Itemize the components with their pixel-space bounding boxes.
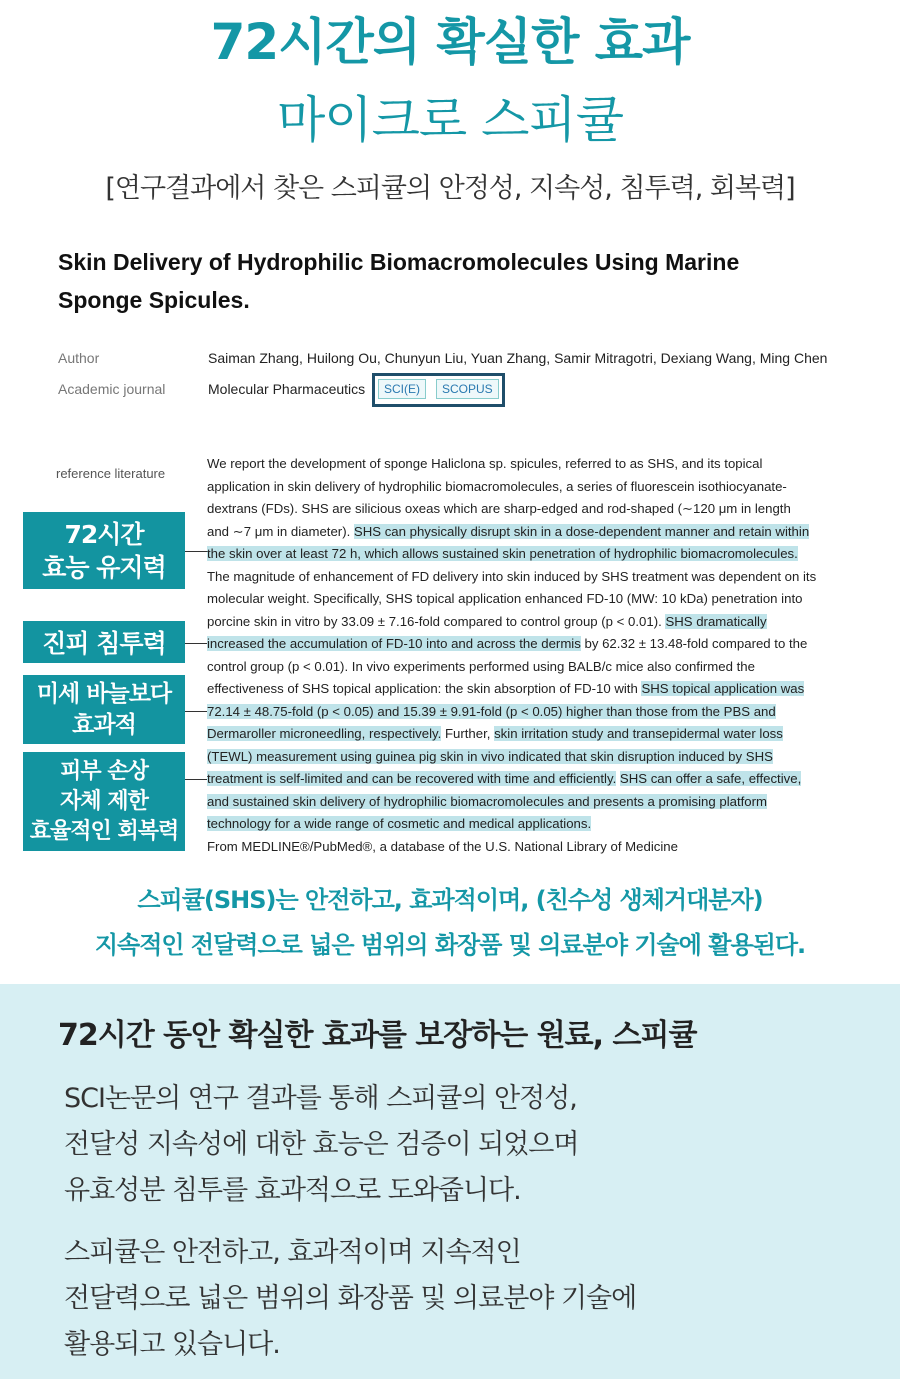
tag-dermis-penetration: 진피 침투력 [23,621,185,663]
abstract-line: porcine skin in vitro by 33.09 ± 7.16-fold compared to control group (p < 0.01). SHS dramatically [207,613,767,629]
abstract-line [207,768,879,791]
highlight: SHS dramatically [665,613,767,629]
tag-72h-retention: 72시간 효능 유지력 [23,512,185,589]
abstract-line: and ∼7 μm in diameter). SHS can physically disrupt skin in a dose-dependent manner and retain within [207,523,810,539]
paper-title-line2: Sponge Spicules. [58,287,250,313]
highlight: SHS topical application was [641,681,805,696]
scopus-badge: SCOPUS [436,379,499,399]
main-title: 72시간의 확실한 효과 [210,13,690,71]
highlight: Dermaroller microneedling, respectively. [207,726,442,741]
abstract-line: Dermaroller microneedling, respectively. Further, skin irritation study and transepidermal water loss [207,726,783,741]
highlight: SHS can offer a safe, effective, [619,771,802,786]
abstract-line: We report the development of sponge Haliclona sp. spicules, referred to as SHS, and its topical [207,456,763,471]
abstract [207,453,879,858]
bottom-text-line: 전달성 지속성에 대한 효능은 검증이 되었으며 [64,1129,579,1160]
tag-connector [185,643,207,644]
tag-better-than-microneedle: 미세 바늘보다 효과적 [23,675,185,744]
highlight: the skin over at least 72 h, which allows sustained skin penetration of hydrophilic biomacromolecules. [207,546,798,561]
abstract-line: molecular weight. Specifically, SHS topical application enhanced FD-10 (MW: 10 kDa) penetration into [207,591,803,606]
highlight: increased the accumulation of FD-10 into and across the dermis [207,636,581,651]
bottom-heading: 72시간 동안 확실한 효과를 보장하는 원료, 스피큘 [58,1018,697,1053]
author-list: Saiman Zhang, Huilong Ou, Chunyun Liu, Yuan Zhang, Samir Mitragotri, Dexiang Wang, Ming Chen [208,350,828,366]
bottom-text-line: SCI논문의 연구 결과를 통해 스피큘의 안정성, [64,1083,577,1114]
tag-connector [185,711,207,712]
bottom-text-line: 유효성분 침투를 효과적으로 도와줍니다. [64,1175,521,1206]
bottom-text-line: 전달력으로 넓은 범위의 화장품 및 의료분야 기술에 [64,1283,637,1314]
tag-recovery: 피부 손상 자체 제한 효율적인 회복력 [23,752,185,851]
reference-label: reference literature [56,466,166,481]
highlight: and sustained skin delivery of hydrophilic biomacromolecules and presents a promising platform [207,793,768,809]
abstract-line: dextrans (FDs). SHS are silicious oxeas which are sharp-edged and rod-shaped (∼120 μm in length [207,501,791,516]
abstract-line: From MEDLINE®/PubMed®, a database of the U.S. National Library of Medicine [207,838,678,854]
summary-line1: 스피큘(SHS)는 안전하고, 효과적이며, (친수성 생체거대분자) [137,886,763,914]
journal-name: Molecular Pharmaceutics [208,381,366,397]
summary-line2: 지속적인 전달력으로 넓은 범위의 화장품 및 의료분야 기술에 활용된다. [94,931,806,959]
journal-label: Academic journal [58,381,166,397]
abstract-line [207,813,879,836]
abstract-line [207,746,879,769]
highlight: technology for a wide range of cosmetic and medical applications. [207,816,592,831]
subtitle: [연구결과에서 찾은 스피큘의 안정성, 지속성, 침투력, 회복력] [105,173,795,204]
highlight: 72.14 ± 48.75-fold (p < 0.05) and 15.39 ± 9.91-fold (p < 0.05) higher than those from the PBS and [207,703,776,719]
abstract-line [207,701,879,724]
highlight: SHS can physically disrupt skin in a dose-dependent manner and retain within [353,523,810,539]
abstract-line: effectiveness of SHS topical application: the skin absorption of FD-10 with SHS topical application was [207,681,805,696]
product-title: 마이크로 스피큘 [277,91,623,149]
bottom-text-line: 활용되고 있습니다. [64,1329,280,1360]
sci-badge: SCI(E) [378,379,426,399]
highlight: skin irritation study and transepidermal water loss [494,726,783,741]
tag-connector [185,779,207,780]
abstract-line [207,543,879,566]
tag-connector [185,551,207,552]
abstract-line: increased the accumulation of FD-10 into and across the dermis by 62.32 ± 13.48-fold compared to the [207,636,808,651]
highlight: (TEWL) measurement using guinea pig skin in vivo indicated that skin disruption induced by SHS [207,748,773,764]
abstract-line: The magnitude of enhancement of FD delivery into skin induced by SHS treatment was dependent on its [207,568,817,584]
highlight: treatment is self-limited and can be recovered with time and efficiently. [207,771,617,786]
bottom-text-line: 스피큘은 안전하고, 효과적이며 지속적인 [64,1237,521,1268]
author-label: Author [58,350,100,366]
paper-title-line1: Skin Delivery of Hydrophilic Biomacromolecules Using Marine [58,249,740,275]
abstract-line: control group (p < 0.01). In vivo experiments performed using BALB/c mice also confirmed the [207,658,755,674]
paper-title [58,243,858,319]
abstract-line [207,791,879,814]
abstract-line: application in skin delivery of hydrophilic biomacromolecules, a series of fluorescein isothiocyanate- [207,478,787,494]
